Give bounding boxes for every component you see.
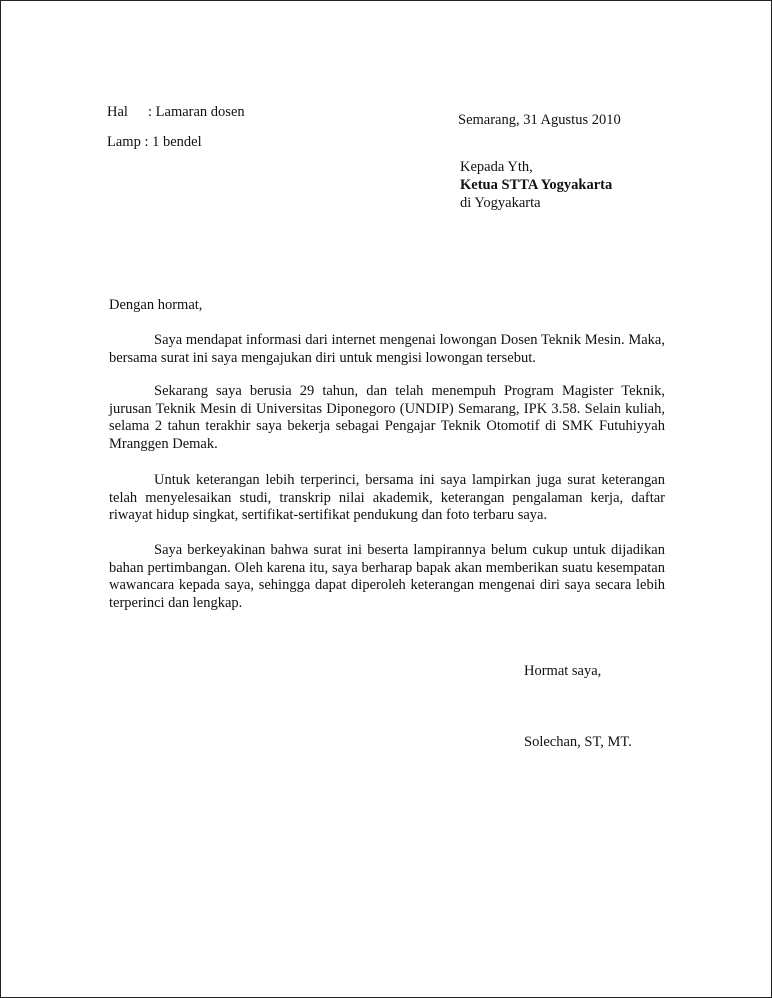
lamp-value: : 1 bendel bbox=[144, 134, 202, 150]
recipient-line-2: Ketua STTA Yogyakarta bbox=[460, 177, 613, 193]
hal-value: : Lamaran dosen bbox=[148, 104, 245, 120]
paragraph-4: Saya berkeyakinan bahwa surat ini beserta lampirannya belum cukup untuk dijadikan bahan pertimbangan. Oleh karena itu, saya berharap bapak akan memberikan suatu kesempatan wawancara kepada saya, sehingga dapat diperoleh keterangan mengenai diri saya secara lebih terperinci dan lengkap. bbox=[109, 542, 665, 611]
recipient-line-1: Kepada Yth, bbox=[460, 159, 533, 175]
hal-label: Hal bbox=[107, 104, 128, 120]
place-date: Semarang, 31 Agustus 2010 bbox=[458, 112, 621, 128]
signer-name: Solechan, ST, MT. bbox=[524, 734, 632, 750]
paragraph-3: Untuk keterangan lebih terperinci, bersama ini saya lampirkan juga surat keterangan telah menyelesaikan studi, transkrip nilai akademik, keterangan pengalaman kerja, daftar riwayat hidup singkat, sertifikat-sertifikat pendukung dan foto terbaru saya. bbox=[109, 472, 665, 523]
recipient-line-3: di Yogyakarta bbox=[460, 195, 541, 211]
lamp-line bbox=[107, 134, 202, 151]
paragraph-1: Saya mendapat informasi dari internet mengenai lowongan Dosen Teknik Mesin. Maka, bersama surat ini saya mengajukan diri untuk mengisi lowongan tersebut. bbox=[109, 332, 665, 366]
lamp-label: Lamp bbox=[107, 134, 141, 150]
paragraph-2: Sekarang saya berusia 29 tahun, dan telah menempuh Program Magister Teknik, jurusan Teknik Mesin di Universitas Diponegoro (UNDIP) Semarang, IPK 3.58. Selain kuliah, selama 2 tahun terakhir saya bekerja sebagai Pengajar Teknik Otomotif di SMK Futuhiyyah Mranggen Demak. bbox=[109, 383, 665, 452]
closing-salutation: Hormat saya, bbox=[524, 663, 602, 679]
hal-line bbox=[107, 104, 245, 121]
greeting: Dengan hormat, bbox=[109, 297, 203, 313]
